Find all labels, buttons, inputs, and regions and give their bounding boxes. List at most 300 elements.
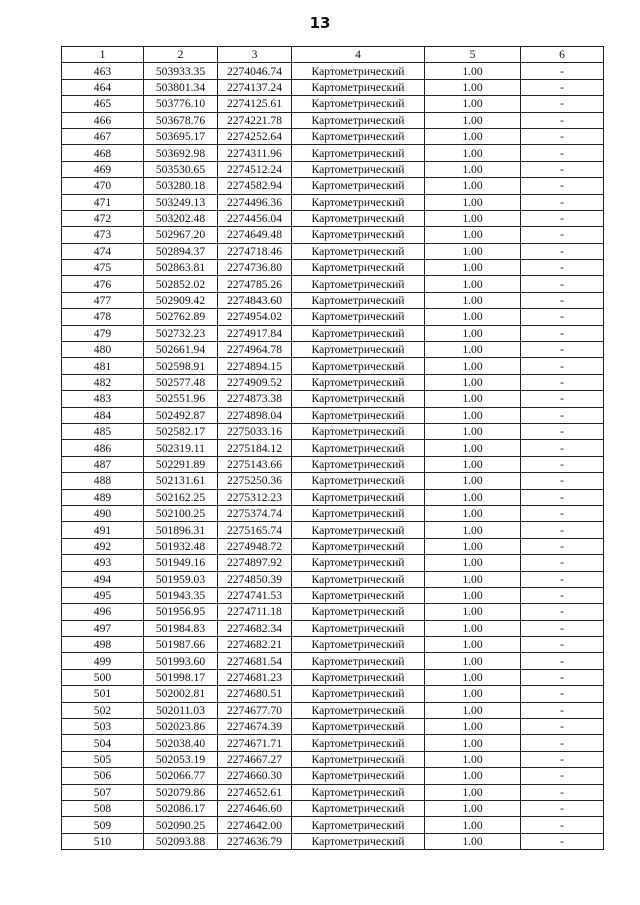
precision-cell: 1.00 [425,784,521,800]
method-cell: Картометрический [292,276,425,292]
description-cell: - [521,374,604,390]
point-number-cell: 483 [62,391,144,407]
y-coordinate-cell: 2274909.52 [218,374,292,390]
point-number-cell: 470 [62,178,144,194]
description-cell: - [521,178,604,194]
precision-cell: 1.00 [425,178,521,194]
description-cell: - [521,391,604,407]
x-coordinate-cell: 502023.86 [144,719,218,735]
x-coordinate-cell: 502852.02 [144,276,218,292]
method-cell: Картометрический [292,538,425,554]
table-row [62,128,604,144]
table-row [62,391,604,407]
description-cell: - [521,456,604,472]
description-cell: - [521,194,604,210]
method-cell: Картометрический [292,604,425,620]
y-coordinate-cell: 2275184.12 [218,440,292,456]
description-cell: - [521,440,604,456]
y-coordinate-cell: 2274311.96 [218,145,292,161]
y-coordinate-cell: 2274125.61 [218,96,292,112]
precision-cell: 1.00 [425,63,521,79]
x-coordinate-cell: 502598.91 [144,358,218,374]
x-coordinate-cell: 502577.48 [144,374,218,390]
description-cell: - [521,522,604,538]
y-coordinate-cell: 2274736.80 [218,260,292,276]
precision-cell: 1.00 [425,292,521,308]
method-cell: Картометрический [292,571,425,587]
x-coordinate-cell: 502053.19 [144,751,218,767]
point-number-cell: 477 [62,292,144,308]
point-number-cell: 488 [62,473,144,489]
precision-cell: 1.00 [425,587,521,603]
method-cell: Картометрический [292,686,425,702]
y-coordinate-cell: 2274677.70 [218,702,292,718]
x-coordinate-cell: 502492.87 [144,407,218,423]
table-row [62,325,604,341]
method-cell: Картометрический [292,63,425,79]
y-coordinate-cell: 2274636.79 [218,833,292,849]
point-number-cell: 498 [62,637,144,653]
description-cell: - [521,309,604,325]
method-cell: Картометрический [292,210,425,226]
table-row [62,604,604,620]
y-coordinate-cell: 2274667.27 [218,751,292,767]
table-row [62,686,604,702]
description-cell: - [521,243,604,259]
y-coordinate-cell: 2275165.74 [218,522,292,538]
header-row [62,47,604,63]
y-coordinate-cell: 2275033.16 [218,423,292,439]
description-cell: - [521,227,604,243]
y-coordinate-cell: 2274917.84 [218,325,292,341]
x-coordinate-cell: 501943.35 [144,587,218,603]
table-row [62,342,604,358]
x-coordinate-cell: 502582.17 [144,423,218,439]
table-row [62,407,604,423]
precision-cell: 1.00 [425,702,521,718]
precision-cell: 1.00 [425,604,521,620]
precision-cell: 1.00 [425,358,521,374]
description-cell: - [521,128,604,144]
table-row [62,473,604,489]
y-coordinate-cell: 2274649.48 [218,227,292,243]
x-coordinate-cell: 502967.20 [144,227,218,243]
table-row [62,784,604,800]
table-row [62,79,604,95]
table-row [62,112,604,128]
point-number-cell: 509 [62,817,144,833]
description-cell: - [521,292,604,308]
point-number-cell: 499 [62,653,144,669]
point-number-cell: 491 [62,522,144,538]
description-cell: - [521,358,604,374]
method-cell: Картометрический [292,669,425,685]
y-coordinate-cell: 2274682.21 [218,637,292,653]
table-row [62,522,604,538]
precision-cell: 1.00 [425,719,521,735]
precision-cell: 1.00 [425,735,521,751]
y-coordinate-cell: 2274582.94 [218,178,292,194]
precision-cell: 1.00 [425,391,521,407]
method-cell: Картометрический [292,751,425,767]
table-row [62,620,604,636]
x-coordinate-cell: 502011.03 [144,702,218,718]
precision-cell: 1.00 [425,145,521,161]
method-cell: Картометрический [292,505,425,521]
precision-cell: 1.00 [425,473,521,489]
x-coordinate-cell: 502093.88 [144,833,218,849]
y-coordinate-cell: 2274682.34 [218,620,292,636]
point-number-cell: 467 [62,128,144,144]
table-row [62,637,604,653]
description-cell: - [521,751,604,767]
precision-cell: 1.00 [425,374,521,390]
method-cell: Картометрический [292,358,425,374]
table-row [62,538,604,554]
table-row [62,751,604,767]
y-coordinate-cell: 2274873.38 [218,391,292,407]
point-number-cell: 472 [62,210,144,226]
x-coordinate-cell: 502131.61 [144,473,218,489]
precision-cell: 1.00 [425,800,521,816]
point-number-cell: 476 [62,276,144,292]
precision-cell: 1.00 [425,751,521,767]
description-cell: - [521,473,604,489]
method-cell: Картометрический [292,292,425,308]
method-cell: Картометрический [292,96,425,112]
point-number-cell: 489 [62,489,144,505]
description-cell: - [521,210,604,226]
table-row [62,227,604,243]
method-cell: Картометрический [292,522,425,538]
method-cell: Картометрический [292,161,425,177]
method-cell: Картометрический [292,194,425,210]
method-cell: Картометрический [292,374,425,390]
description-cell: - [521,653,604,669]
table-row [62,669,604,685]
x-coordinate-cell: 503280.18 [144,178,218,194]
point-number-cell: 502 [62,702,144,718]
y-coordinate-cell: 2275250.36 [218,473,292,489]
x-coordinate-cell: 502894.37 [144,243,218,259]
x-coordinate-cell: 503776.10 [144,96,218,112]
method-cell: Картометрический [292,309,425,325]
point-number-cell: 493 [62,555,144,571]
table-row [62,145,604,161]
precision-cell: 1.00 [425,79,521,95]
method-cell: Картометрический [292,784,425,800]
point-number-cell: 490 [62,505,144,521]
table-row [62,423,604,439]
method-cell: Картометрический [292,112,425,128]
precision-cell: 1.00 [425,522,521,538]
point-number-cell: 503 [62,719,144,735]
point-number-cell: 497 [62,620,144,636]
x-coordinate-cell: 501896.31 [144,522,218,538]
method-cell: Картометрический [292,79,425,95]
precision-cell: 1.00 [425,423,521,439]
method-cell: Картометрический [292,227,425,243]
column-header-6: 6 [521,47,604,63]
method-cell: Картометрический [292,653,425,669]
point-number-cell: 482 [62,374,144,390]
y-coordinate-cell: 2274681.54 [218,653,292,669]
table-row [62,505,604,521]
precision-cell: 1.00 [425,210,521,226]
table-row [62,817,604,833]
description-cell: - [521,112,604,128]
precision-cell: 1.00 [425,227,521,243]
description-cell: - [521,145,604,161]
point-number-cell: 463 [62,63,144,79]
method-cell: Картометрический [292,260,425,276]
description-cell: - [521,505,604,521]
table-row [62,260,604,276]
point-number-cell: 466 [62,112,144,128]
point-number-cell: 510 [62,833,144,849]
precision-cell: 1.00 [425,669,521,685]
y-coordinate-cell: 2274964.78 [218,342,292,358]
table-row [62,178,604,194]
x-coordinate-cell: 501998.17 [144,669,218,685]
x-coordinate-cell: 502002.81 [144,686,218,702]
method-cell: Картометрический [292,342,425,358]
x-coordinate-cell: 503249.13 [144,194,218,210]
point-number-cell: 506 [62,768,144,784]
y-coordinate-cell: 2274674.39 [218,719,292,735]
column-header-4: 4 [292,47,425,63]
description-cell: - [521,620,604,636]
precision-cell: 1.00 [425,456,521,472]
method-cell: Картометрический [292,833,425,849]
y-coordinate-cell: 2274137.24 [218,79,292,95]
method-cell: Картометрический [292,128,425,144]
y-coordinate-cell: 2274652.61 [218,784,292,800]
column-header-3: 3 [218,47,292,63]
precision-cell: 1.00 [425,309,521,325]
y-coordinate-cell: 2274897.92 [218,555,292,571]
method-cell: Картометрический [292,555,425,571]
x-coordinate-cell: 502732.23 [144,325,218,341]
description-cell: - [521,63,604,79]
point-number-cell: 471 [62,194,144,210]
point-number-cell: 481 [62,358,144,374]
table-row [62,489,604,505]
table-row [62,735,604,751]
description-cell: - [521,735,604,751]
x-coordinate-cell: 501959.03 [144,571,218,587]
table-row [62,440,604,456]
x-coordinate-cell: 503692.98 [144,145,218,161]
precision-cell: 1.00 [425,571,521,587]
x-coordinate-cell: 503801.34 [144,79,218,95]
precision-cell: 1.00 [425,505,521,521]
x-coordinate-cell: 503695.17 [144,128,218,144]
precision-cell: 1.00 [425,833,521,849]
method-cell: Картометрический [292,620,425,636]
table-row [62,292,604,308]
x-coordinate-cell: 502090.25 [144,817,218,833]
precision-cell: 1.00 [425,342,521,358]
y-coordinate-cell: 2274843.60 [218,292,292,308]
method-cell: Картометрический [292,817,425,833]
point-number-cell: 501 [62,686,144,702]
point-number-cell: 468 [62,145,144,161]
point-number-cell: 464 [62,79,144,95]
description-cell: - [521,489,604,505]
precision-cell: 1.00 [425,128,521,144]
precision-cell: 1.00 [425,407,521,423]
method-cell: Картометрический [292,719,425,735]
precision-cell: 1.00 [425,161,521,177]
description-cell: - [521,571,604,587]
table-row [62,309,604,325]
point-number-cell: 496 [62,604,144,620]
point-number-cell: 479 [62,325,144,341]
method-cell: Картометрический [292,637,425,653]
x-coordinate-cell: 501987.66 [144,637,218,653]
table-row [62,833,604,849]
method-cell: Картометрический [292,145,425,161]
description-cell: - [521,686,604,702]
x-coordinate-cell: 502162.25 [144,489,218,505]
table-row [62,96,604,112]
precision-cell: 1.00 [425,243,521,259]
table-body [62,63,604,850]
description-cell: - [521,423,604,439]
x-coordinate-cell: 502066.77 [144,768,218,784]
y-coordinate-cell: 2274671.71 [218,735,292,751]
point-number-cell: 500 [62,669,144,685]
table-row [62,702,604,718]
point-number-cell: 469 [62,161,144,177]
table-row [62,243,604,259]
y-coordinate-cell: 2274850.39 [218,571,292,587]
method-cell: Картометрический [292,243,425,259]
description-cell: - [521,587,604,603]
point-number-cell: 475 [62,260,144,276]
precision-cell: 1.00 [425,440,521,456]
table-row [62,276,604,292]
table-row [62,653,604,669]
method-cell: Картометрический [292,735,425,751]
y-coordinate-cell: 2274718.46 [218,243,292,259]
description-cell: - [521,817,604,833]
column-header-1: 1 [62,47,144,63]
precision-cell: 1.00 [425,637,521,653]
x-coordinate-cell: 502079.86 [144,784,218,800]
y-coordinate-cell: 2274252.64 [218,128,292,144]
table-row [62,800,604,816]
x-coordinate-cell: 501993.60 [144,653,218,669]
x-coordinate-cell: 502863.81 [144,260,218,276]
y-coordinate-cell: 2274898.04 [218,407,292,423]
precision-cell: 1.00 [425,276,521,292]
method-cell: Картометрический [292,800,425,816]
table-row [62,161,604,177]
point-number-cell: 478 [62,309,144,325]
y-coordinate-cell: 2274642.00 [218,817,292,833]
y-coordinate-cell: 2274681.23 [218,669,292,685]
description-cell: - [521,407,604,423]
description-cell: - [521,161,604,177]
point-number-cell: 494 [62,571,144,587]
precision-cell: 1.00 [425,620,521,636]
description-cell: - [521,276,604,292]
description-cell: - [521,325,604,341]
x-coordinate-cell: 502762.89 [144,309,218,325]
point-number-cell: 508 [62,800,144,816]
method-cell: Картометрический [292,325,425,341]
method-cell: Картометрический [292,489,425,505]
precision-cell: 1.00 [425,538,521,554]
x-coordinate-cell: 502291.89 [144,456,218,472]
y-coordinate-cell: 2274741.53 [218,587,292,603]
table-row [62,768,604,784]
method-cell: Картометрический [292,473,425,489]
y-coordinate-cell: 2274894.15 [218,358,292,374]
x-coordinate-cell: 502909.42 [144,292,218,308]
point-number-cell: 492 [62,538,144,554]
table-row [62,555,604,571]
method-cell: Картометрический [292,768,425,784]
method-cell: Картометрический [292,440,425,456]
method-cell: Картометрический [292,391,425,407]
description-cell: - [521,555,604,571]
method-cell: Картометрический [292,456,425,472]
y-coordinate-cell: 2274680.51 [218,686,292,702]
x-coordinate-cell: 502319.11 [144,440,218,456]
x-coordinate-cell: 502086.17 [144,800,218,816]
column-header-5: 5 [425,47,521,63]
point-number-cell: 486 [62,440,144,456]
description-cell: - [521,702,604,718]
description-cell: - [521,669,604,685]
table-row [62,587,604,603]
precision-cell: 1.00 [425,325,521,341]
x-coordinate-cell: 502661.94 [144,342,218,358]
method-cell: Картометрический [292,407,425,423]
description-cell: - [521,260,604,276]
y-coordinate-cell: 2274512.24 [218,161,292,177]
y-coordinate-cell: 2274456.04 [218,210,292,226]
x-coordinate-cell: 503933.35 [144,63,218,79]
point-number-cell: 505 [62,751,144,767]
table-header [62,47,604,63]
description-cell: - [521,833,604,849]
precision-cell: 1.00 [425,489,521,505]
description-cell: - [521,768,604,784]
method-cell: Картометрический [292,178,425,194]
x-coordinate-cell: 503678.76 [144,112,218,128]
x-coordinate-cell: 501956.95 [144,604,218,620]
point-number-cell: 465 [62,96,144,112]
y-coordinate-cell: 2274785.26 [218,276,292,292]
table-row [62,374,604,390]
table-row [62,571,604,587]
description-cell: - [521,96,604,112]
point-number-cell: 485 [62,423,144,439]
point-number-cell: 480 [62,342,144,358]
precision-cell: 1.00 [425,653,521,669]
x-coordinate-cell: 502038.40 [144,735,218,751]
description-cell: - [521,719,604,735]
method-cell: Картометрический [292,423,425,439]
table-row [62,194,604,210]
description-cell: - [521,538,604,554]
precision-cell: 1.00 [425,96,521,112]
y-coordinate-cell: 2274221.78 [218,112,292,128]
